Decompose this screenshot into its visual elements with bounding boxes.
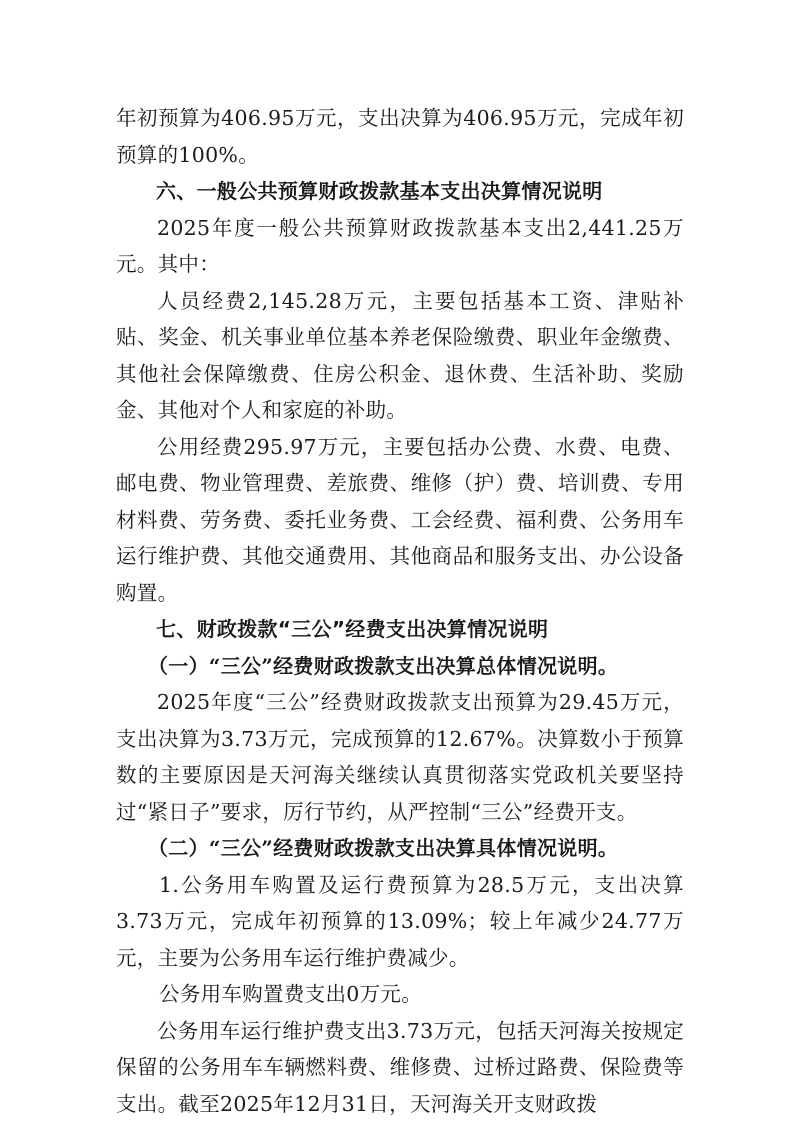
paragraph-three-public-overall: 2025年度“三公”经费财政拨款支出预算为29.45万元，支出决算为3.73万元，完成预算的12.67%。决算数小于预算数的主要原因是天河海关继续认真贯彻落实党政机关要坚持过“紧日子”要求，厉行节约，从严控制“三公”经费开支。 (116, 690, 684, 824)
document-body (116, 100, 684, 1122)
paragraph-basic-expenditure: 2025年度一般公共预算财政拨款基本支出2,441.25万元。其中： (116, 215, 684, 276)
paragraph-personnel-expenses: 人员经费2,145.28万元，主要包括基本工资、津贴补贴、奖金、机关事业单位基本养老保险缴费、职业年金缴费、其他社会保障缴费、住房公积金、退休费、生活补助、奖励金、其他对个人和家庭的补助。 (116, 288, 684, 422)
paragraph-vehicle-purchase: 公务用车购置费支出0万元。 (159, 982, 422, 1006)
section-heading-6: 六、一般公共预算财政拨款基本支出决算情况说明 (156, 179, 603, 203)
paragraph-vehicle-maintenance: 公务用车运行维护费支出3.73万元，包括天河海关按规定保留的公务用车车辆燃料费、维修费、过桥过路费、保险费等支出。截至2025年12月31日，天河海关开支财政拨 (116, 1018, 684, 1116)
subheading-overall: （一）“三公”经费财政拨款支出决算总体情况说明。 (148, 653, 619, 678)
paragraph-budget-completion: 年初预算为406.95万元，支出决算为406.95万元，完成年初预算的100%。 (116, 106, 684, 167)
subheading-specific: （二）“三公”经费财政拨款支出决算具体情况说明。 (148, 836, 619, 860)
paragraph-vehicle-budget: 1.公务用车购置及运行费预算为28.5万元，支出决算3.73万元，完成年初预算的13.09%；较上年减少24.77万元，主要为公务用车运行维护费减少。 (116, 872, 684, 970)
section-heading-7: 七、财政拨款“三公”经费支出决算情况说明 (156, 617, 549, 641)
paragraph-public-expenses: 公用经费295.97万元，主要包括办公费、水费、电费、邮电费、物业管理费、差旅费、维修（护）费、培训费、专用材料费、劳务费、委托业务费、工会经费、福利费、公务用车运行维护费、其他交通费用、其他商品和服务支出、办公设备购置。 (116, 434, 684, 605)
